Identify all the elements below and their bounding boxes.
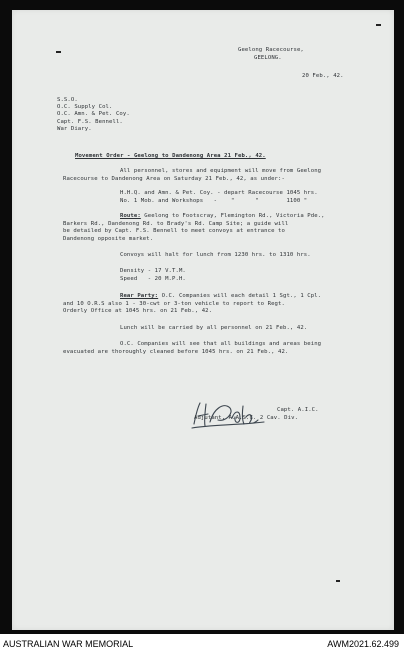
para-text: O.C. Companies will each detail 1 Sgt., 1 Cpl. [158,293,322,299]
address-line: Geelong Racecourse, [238,47,304,53]
schedule-line: No. 1 Mob. and Workshops - " " 1100 " [120,198,308,204]
recipient: Capt. F.S. Bennell. [57,119,123,125]
speed-line: Speed - 20 M.P.H. [120,276,186,282]
subject-heading: Movement Order - Geelong to Dandenong Area 21 Feb., 42. [75,153,266,159]
accession-number: AWM2021.62.499 [327,639,399,649]
para-text: Convoys will halt for lunch from 1230 hrs. to 1310 hrs. [120,252,311,258]
route-paragraph [120,213,325,220]
para-text: be detailed by Capt. F.S. Bennell to meet convoys at entrance to [63,228,285,234]
para-text: Lunch will be carried by all personnel on 21 Feb., 42. [120,325,308,331]
para-text: and 10 O.R.S also 1 - 30-cwt or 3-ton vehicle to report to Regt. [63,301,285,307]
route-label: Route: [120,213,141,219]
document-page [12,10,394,630]
signature-rank: Capt. A.I.C. [277,407,319,413]
document-date: 20 Feb., 42. [302,73,344,79]
archive-footer [0,634,404,653]
para-text: Dandenong opposite market. [63,236,154,242]
institution-name: AUSTRALIAN WAR MEMORIAL [3,639,134,649]
para-text: All personnel, stores and equipment will move from Geelong [120,168,322,174]
schedule-line: H.H.Q. and Amn. & Pet. Coy. - depart Racecourse 1045 hrs. [120,190,318,196]
punch-mark [336,580,340,582]
punch-mark [56,51,61,53]
para-text: Barkers Rd., Dandenong Rd. to Brady's Rd. Camp Site; a guide will [63,221,289,227]
recipient: War Diary. [57,126,92,132]
address-city: GEELONG. [254,55,282,61]
signature-title: Adjutant, A.A.S.C. 2 Cav. Div. [194,415,299,421]
recipient: S.S.O. [57,97,78,103]
para-text: Orderly Office at 1045 hrs. on 21 Feb., 42. [63,308,213,314]
rear-party-paragraph [120,293,321,300]
rear-party-label: Rear Party: [120,293,159,299]
para-text: O.C. Companies will see that all buildings and areas being [120,341,322,347]
recipient: O.C. Supply Col. [57,104,113,110]
density-line: Density - 17 V.T.M. [120,268,186,274]
para-text: evacuated are thoroughly cleaned before 1045 hrs. on 21 Feb., 42. [63,349,289,355]
para-text: Racecourse to Dandenong Area on Saturday 21 Feb., 42, as under:- [63,176,285,182]
para-text: Geelong to Footscray, Flemington Rd., Victoria Pde., [140,213,325,219]
recipient: O.C. Amn. & Pet. Coy. [57,111,130,117]
punch-mark [376,24,381,26]
